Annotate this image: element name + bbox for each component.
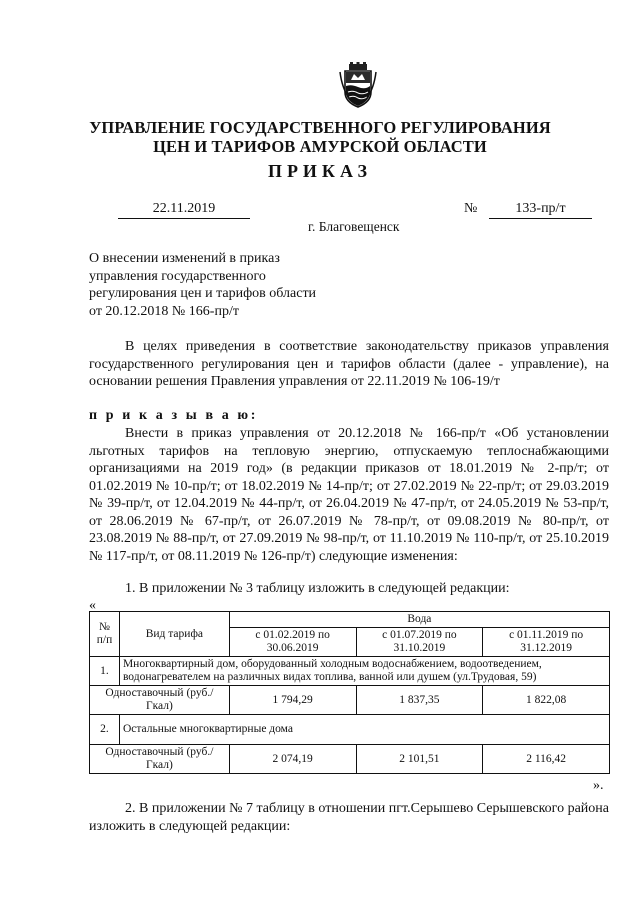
tariff-value: 2 116,42 <box>483 745 610 774</box>
number-sign: № <box>464 201 478 216</box>
document-type-title: ПРИКАЗ <box>267 161 373 181</box>
tariff-value: 1 822,08 <box>483 686 610 715</box>
coat-of-arms-emblem <box>339 62 377 108</box>
preamble-text: В целях приведения в соответствие законодательству приказов управления государственного регулирования цен и тарифов области (далее - управление), на основании решения Правления управления от 22.11.2019 № 106-19/т <box>89 339 609 389</box>
tariff-value: 1 837,35 <box>356 686 483 715</box>
item-1-paragraph <box>89 580 609 598</box>
section-title: Многоквартирный дом, оборудованный холодным водоснабжением, водоотведением, водонагревателем на различных видах топлива, ванной или душем (ул.Трудовая, 59) <box>119 657 609 686</box>
col-header-num: № п/п <box>90 612 120 657</box>
quote-open: « <box>89 598 96 613</box>
table-row <box>90 715 610 745</box>
quote-close: ». <box>593 778 604 793</box>
col-header-period: с 01.07.2019 по 31.10.2019 <box>356 628 483 657</box>
subject-line: от 20.12.2018 № 166-пр/т <box>89 303 239 319</box>
section-num: 1. <box>90 657 120 686</box>
preamble-paragraph <box>89 338 609 391</box>
order-date: 22.11.2019 <box>118 201 250 219</box>
col-header-period: с 01.11.2019 по 31.12.2019 <box>483 628 610 657</box>
tariff-table <box>89 611 610 774</box>
tariff-value: 1 794,29 <box>229 686 356 715</box>
table-row <box>90 745 610 774</box>
table-row <box>90 657 610 686</box>
col-header-type: Вид тарифа <box>119 612 229 657</box>
tariff-label: Одноставочный (руб./Гкал) <box>90 686 230 715</box>
item-2-paragraph <box>89 800 609 835</box>
table-row <box>90 686 610 715</box>
order-word: п р и к а з ы в а ю: <box>89 408 258 423</box>
table-header-row <box>90 612 610 628</box>
section-title: Остальные многоквартирные дома <box>119 715 609 745</box>
city: г. Благовещенск <box>308 219 400 234</box>
col-header-group: Вода <box>229 612 609 628</box>
subject-block <box>89 250 339 320</box>
item-2-text: 2. В приложении № 7 таблицу в отношении пгт.Серышево Серышевского района изложить в следующей редакции: <box>89 801 609 834</box>
subject-line: О внесении изменений в приказ <box>89 251 280 266</box>
item-1-text: 1. В приложении № 3 таблицу изложить в следующей редакции: <box>125 581 510 596</box>
col-header-period: с 01.02.2019 по 30.06.2019 <box>229 628 356 657</box>
org-name-line-1: УПРАВЛЕНИЕ ГОСУДАРСТВЕННОГО РЕГУЛИРОВАНИЯ <box>89 118 551 137</box>
tariff-label: Одноставочный (руб./Гкал) <box>90 745 230 774</box>
subject-line: управления государственного <box>89 268 266 284</box>
main-text: Внести в приказ управления от 20.12.2018 № 166-пр/т «Об установлении льготных тарифов на тепловую энергию, отпускаемую теплоснабжающими организациями на 2019 год» (в редакции приказов от 18.01.2019 № 2-пр/т; от 01.02.2019 № 10-пр/т; от 18.02.2019 № 14-пр/т; от 27.02.2019 № 22-пр/т; от 29.03.2019 № 39-пр/т, от 12.04.2019 № 44-пр/т, от 26.04.2019 № 47-пр/т, от 24.05.2019 № 53-пр/т, от 28.06.2019 № 67-пр/т, от 26.07.2019 № 78-пр/т, от 09.08.2019 № 80-пр/т, от 23.08.2019 № 88-пр/т, от 27.09.2019 № 98-пр/т, от 11.10.2019 № 110-пр/т, от 25.10.2019 № 117-пр/т, от 08.11.2019 № 126-пр/т) следующие изменения: <box>89 426 609 564</box>
section-num: 2. <box>90 715 120 745</box>
main-paragraph <box>89 425 609 565</box>
order-number: 133-пр/т <box>489 201 592 219</box>
org-name-line-2: ЦЕН И ТАРИФОВ АМУРСКОЙ ОБЛАСТИ <box>153 137 487 156</box>
tariff-value: 2 074,19 <box>229 745 356 774</box>
subject-line: регулирования цен и тарифов области <box>89 286 317 301</box>
tariff-value: 2 101,51 <box>356 745 483 774</box>
